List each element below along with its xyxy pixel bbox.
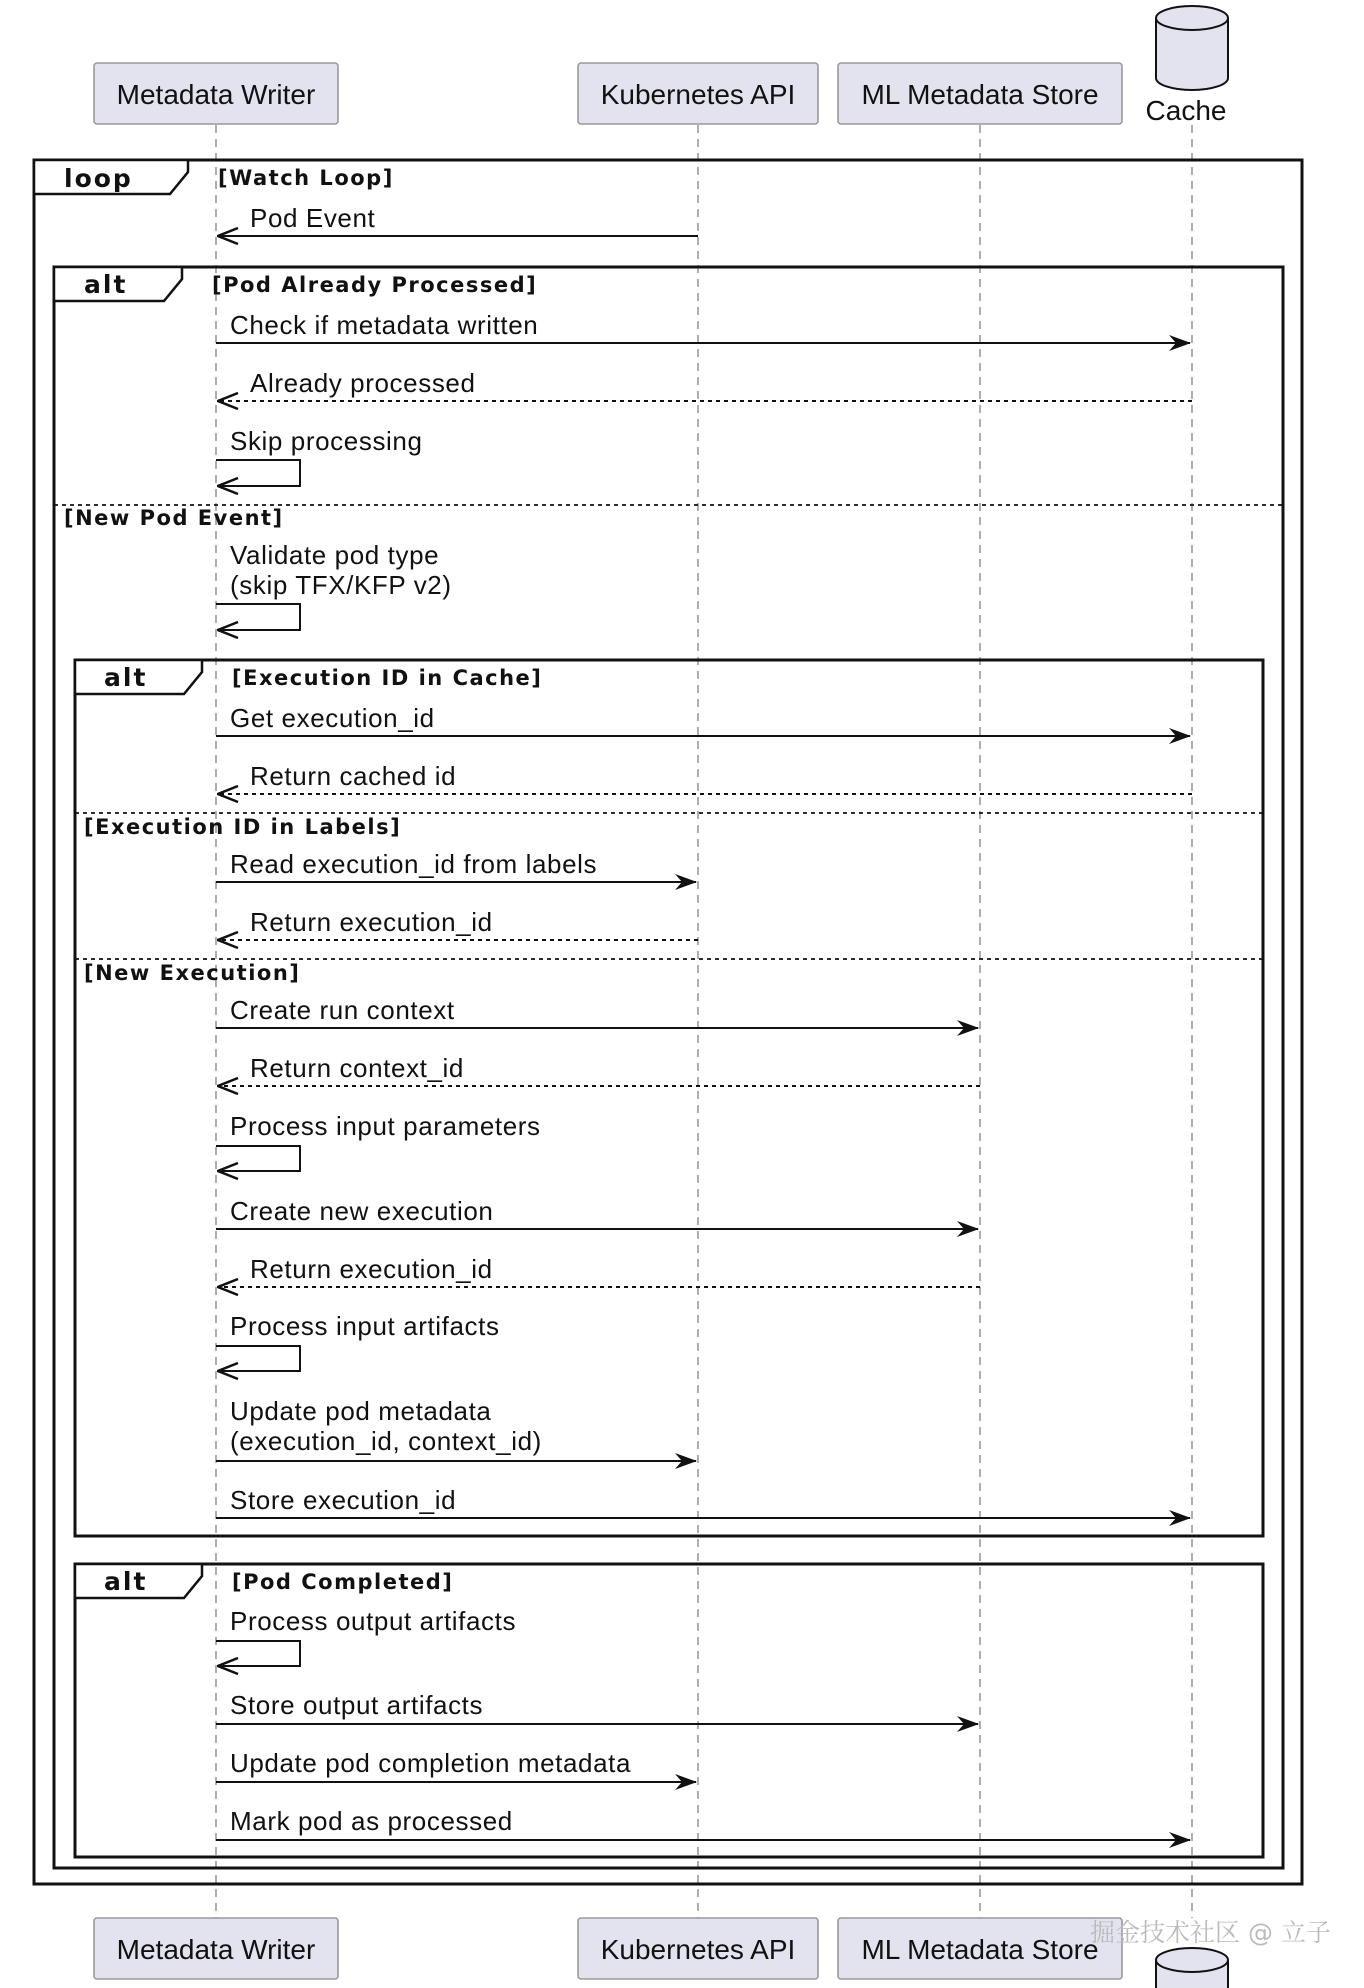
participant-label: ML Metadata Store	[861, 79, 1099, 110]
alt-else-guard: [New Pod Event]	[64, 506, 284, 530]
message-label: Already processed	[250, 368, 476, 398]
participant-cache-bottom	[1156, 1948, 1228, 1988]
participant-metadata-writer	[94, 63, 338, 124]
participant-label: Metadata Writer	[116, 1934, 316, 1965]
participants-bottom	[94, 1918, 1228, 1988]
participant-ml-metadata-store	[838, 63, 1122, 124]
participant-kubernetes-api-bottom	[578, 1918, 818, 1979]
participant-label: Kubernetes API	[600, 1934, 796, 1965]
message-label: Return cached id	[250, 761, 457, 791]
alt-guard: [Pod Already Processed]	[212, 273, 538, 297]
message-label: Return context_id	[250, 1053, 464, 1083]
message-label: Check if metadata written	[230, 310, 539, 340]
participant-metadata-writer-bottom	[94, 1918, 338, 1979]
alt-guard: [Pod Completed]	[232, 1570, 454, 1594]
participant-label: Cache	[1145, 95, 1227, 126]
message-label: Return execution_id	[250, 907, 493, 937]
self-message-arrow	[216, 604, 300, 630]
message-label: Create new execution	[230, 1196, 494, 1226]
loop-keyword: loop	[64, 164, 133, 193]
message-label: Skip processing	[230, 426, 423, 456]
self-message-arrow	[216, 1641, 300, 1666]
alt-else-guard: [New Execution]	[84, 961, 301, 985]
participant-label: Metadata Writer	[116, 79, 316, 110]
message-label: Get execution_id	[230, 703, 435, 733]
message-label: Pod Event	[250, 203, 376, 233]
loop-frame	[34, 160, 1302, 1884]
participant-kubernetes-api	[578, 63, 818, 124]
message-label: Return execution_id	[250, 1254, 493, 1284]
participant-ml-metadata-store-bottom	[838, 1918, 1122, 1979]
message-label: Process input artifacts	[230, 1311, 500, 1341]
self-message-arrow	[216, 460, 300, 486]
message-label: Mark pod as processed	[230, 1806, 513, 1836]
message-label: Store output artifacts	[230, 1690, 484, 1720]
message-label: (skip TFX/KFP v2)	[230, 570, 452, 600]
participant-label: ML Metadata Store	[861, 1934, 1099, 1965]
message-label: (execution_id, context_id)	[230, 1426, 542, 1456]
alt-keyword: alt	[104, 1567, 148, 1596]
message-label: Validate pod type	[230, 540, 440, 570]
alt-keyword: alt	[84, 270, 128, 299]
alt-guard: [Execution ID in Cache]	[232, 666, 543, 690]
message-label: Update pod metadata	[230, 1396, 492, 1426]
participant-label: Kubernetes API	[600, 79, 796, 110]
alt-keyword: alt	[104, 663, 148, 692]
loop-guard: [Watch Loop]	[218, 166, 394, 190]
message-label: Read execution_id from labels	[230, 849, 598, 879]
database-icon-top	[1156, 6, 1228, 30]
watermark: 掘金技术社区 @ 立子	[1090, 1918, 1331, 1947]
messages	[216, 203, 1192, 1840]
participant-cache	[1146, 6, 1228, 126]
self-message-arrow	[216, 1146, 300, 1171]
alt-else-guard: [Execution ID in Labels]	[84, 815, 402, 839]
message-label: Process input parameters	[230, 1111, 541, 1141]
message-label: Process output artifacts	[230, 1606, 517, 1636]
message-label: Update pod completion metadata	[230, 1748, 632, 1778]
message-label: Store execution_id	[230, 1485, 457, 1515]
database-icon-top	[1156, 1948, 1228, 1972]
participants-top	[94, 6, 1228, 126]
self-message-arrow	[216, 1346, 300, 1371]
message-label: Create run context	[230, 995, 455, 1025]
